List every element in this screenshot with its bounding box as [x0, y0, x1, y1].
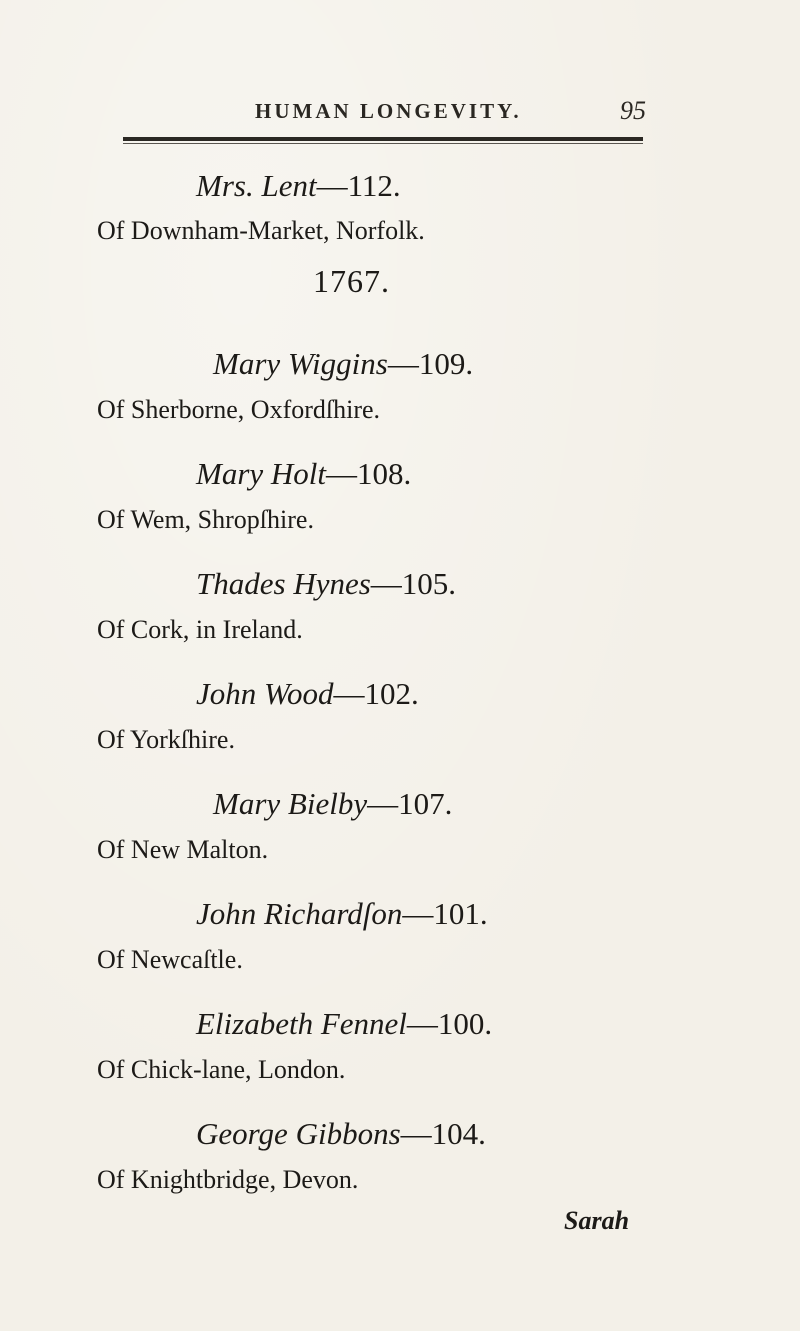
catchword: Sarah	[564, 1206, 630, 1235]
entry-place: Of Yorkſhire.	[97, 725, 235, 754]
entry-name: Mary Wiggins—109.	[213, 346, 474, 381]
entry-place: Of Chick-lane, London.	[97, 1055, 346, 1084]
entry-name: Mrs. Lent—112.	[196, 168, 401, 203]
entry-name: John Richardſon—101.	[196, 896, 488, 931]
entry-place: Of Newcaſtle.	[97, 945, 243, 974]
page-number: 95	[620, 96, 646, 125]
entry-place: Of Downham-Market, Norfolk.	[97, 216, 425, 245]
header-rule	[123, 137, 643, 141]
entry-place: Of Knightbridge, Devon.	[97, 1165, 359, 1194]
entry-name: Elizabeth Fennel—100.	[196, 1006, 493, 1041]
entry-place: Of Wem, Shropſhire.	[97, 505, 314, 534]
entry-name: Mary Holt—108.	[196, 456, 412, 491]
running-head: HUMAN LONGEVITY.	[255, 99, 522, 123]
entry-name: Mary Bielby—107.	[213, 786, 453, 821]
entry-place: Of New Malton.	[97, 835, 269, 864]
entry-place: Of Sherborne, Oxfordſhire.	[97, 395, 381, 424]
year-heading: 1767.	[313, 263, 390, 299]
header-rule-thin	[123, 143, 643, 144]
entry-name: John Wood—102.	[196, 676, 419, 711]
entry-name: Thades Hynes—105.	[196, 566, 457, 601]
entry-place: Of Cork, in Ireland.	[97, 615, 303, 644]
entry-name: George Gibbons—104.	[196, 1116, 486, 1151]
